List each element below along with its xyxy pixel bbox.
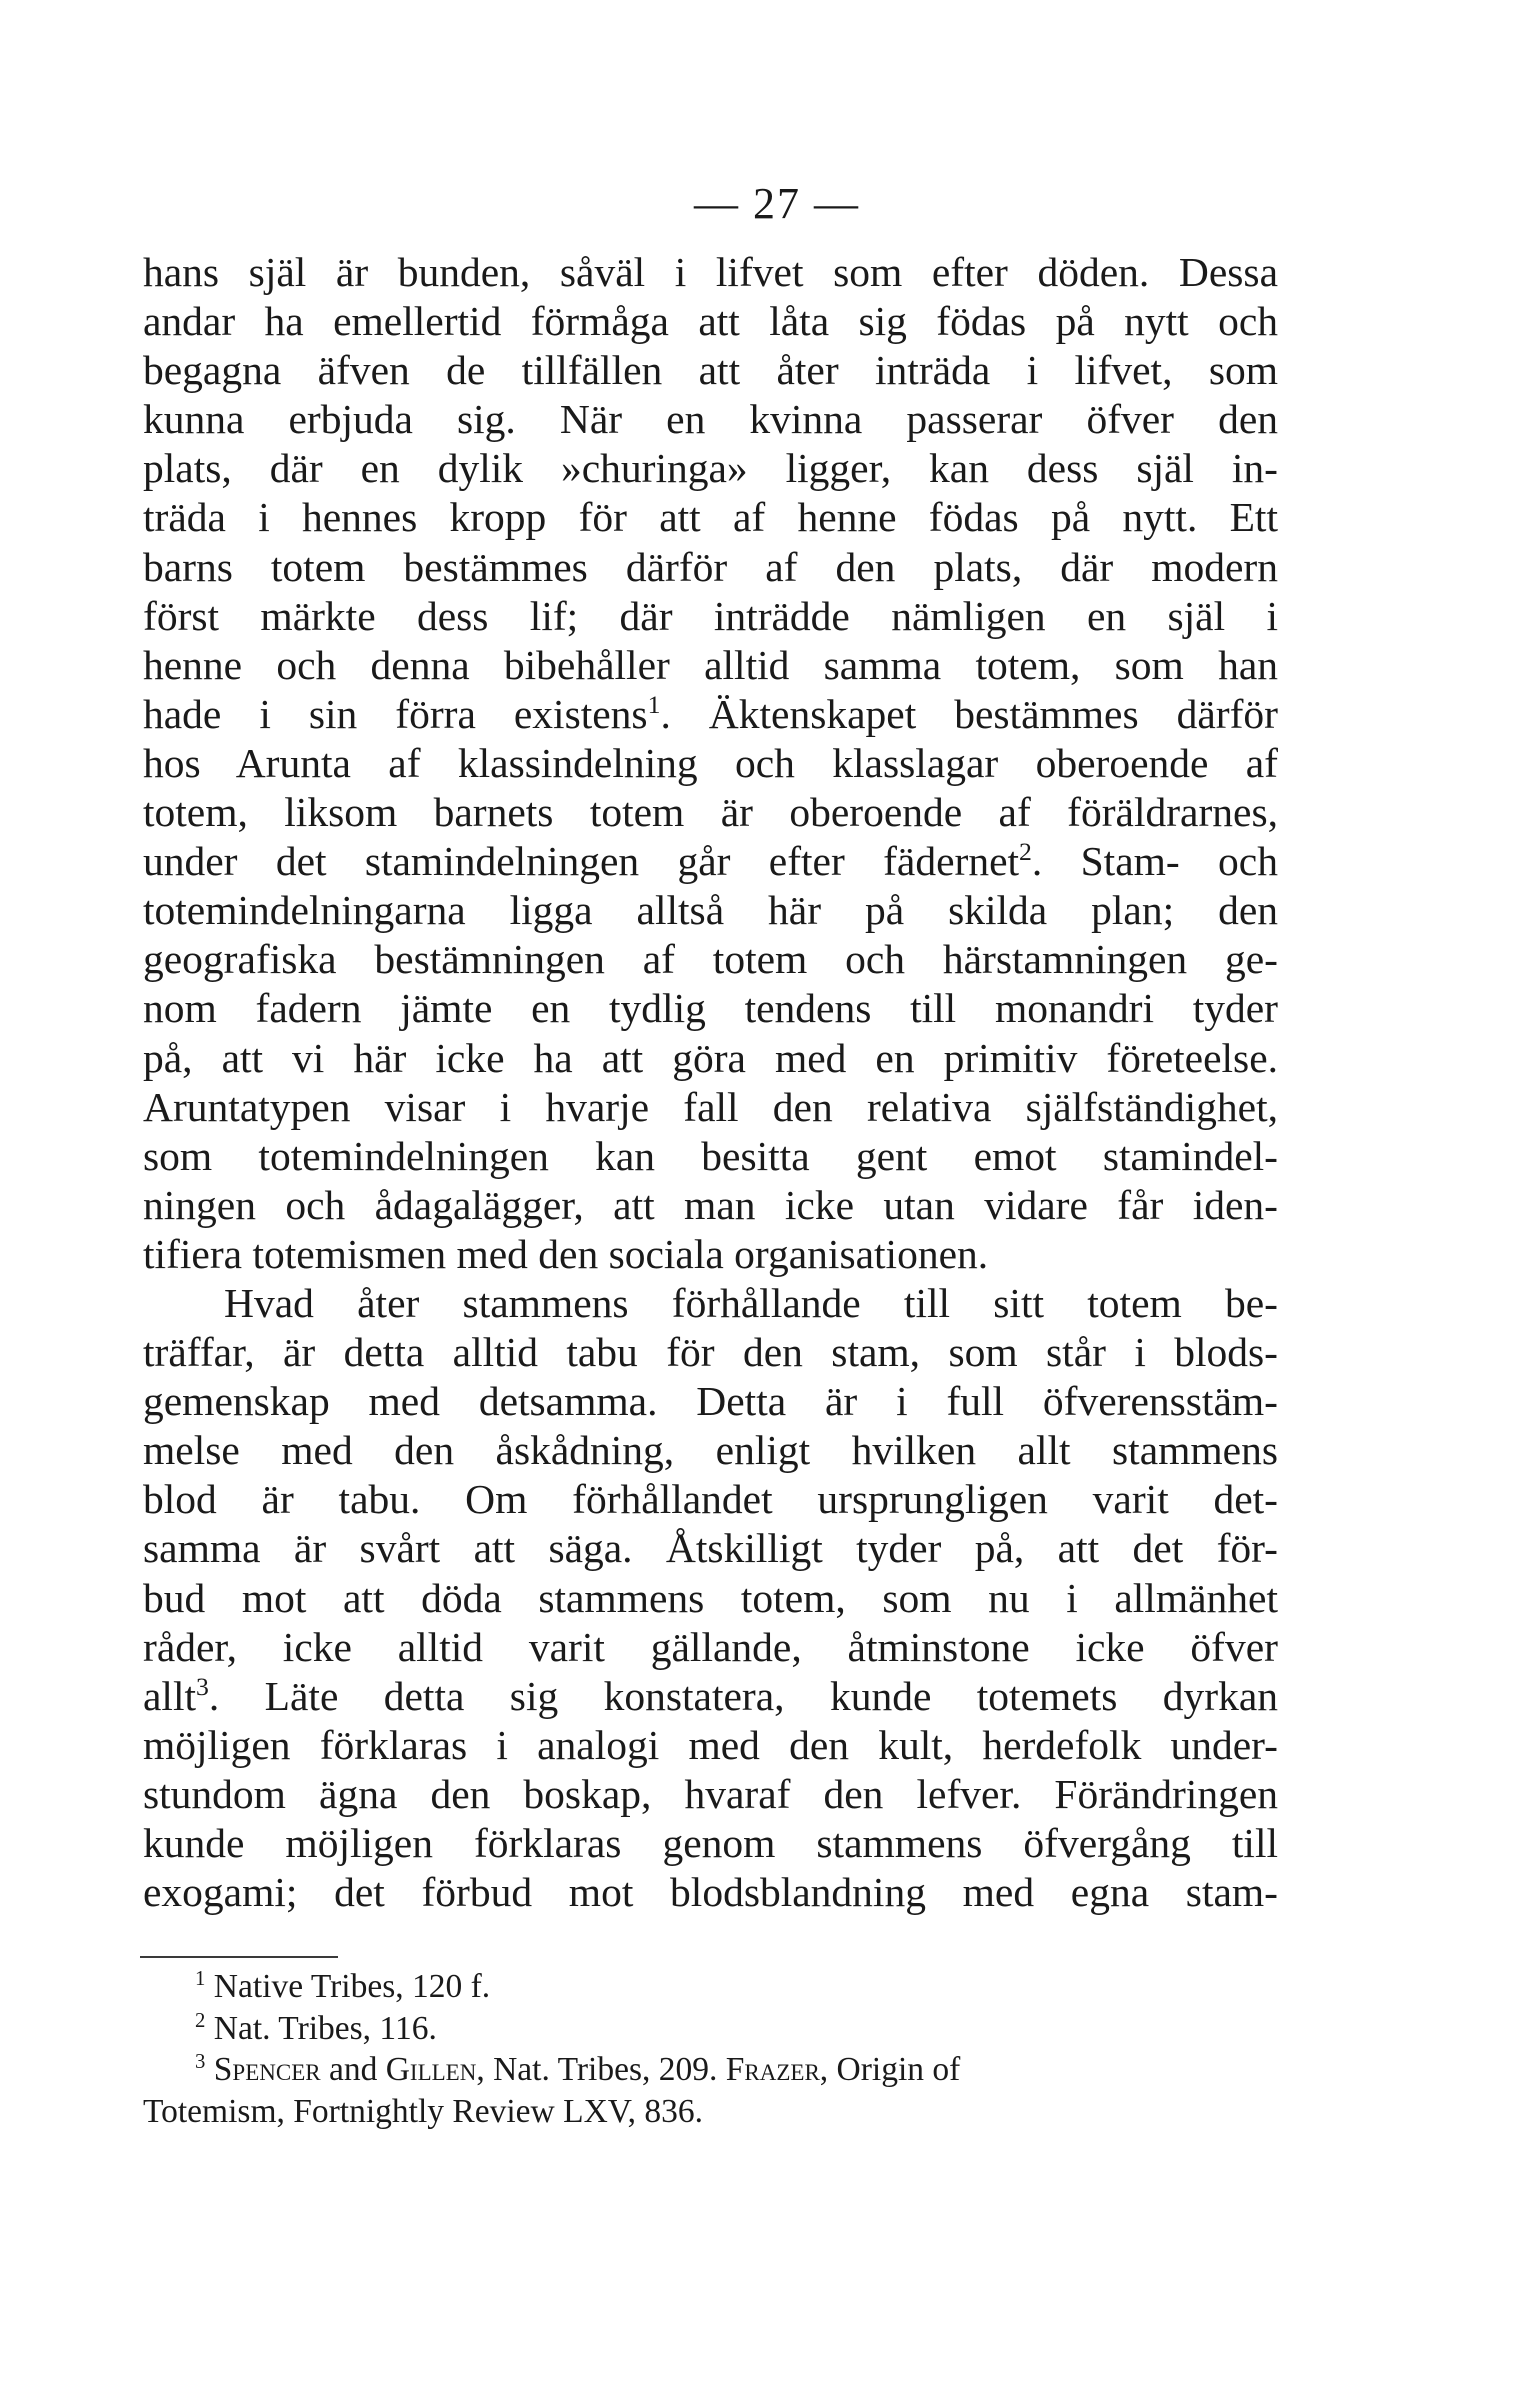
footnote-3-continuation: Totemism, Fortnightly Review LXV, 836. — [143, 2092, 704, 2130]
text-line: plats, där en dylik »churinga» ligger, kan dess själ in- — [143, 445, 1278, 492]
text-segment: under det stamindelningen går efter fädernet — [143, 838, 1020, 885]
text-line: träda i hennes kropp för att af henne födas på nytt. Ett — [143, 494, 1278, 541]
text-line: henne och denna bibehåller alltid samma totem, som han — [143, 641, 1278, 688]
author-name: Frazer — [725, 2051, 820, 2088]
note-reference: 3 — [196, 1671, 209, 1701]
text-line: geografiska bestämningen af totem och härstamningen ge- — [143, 936, 1278, 983]
footnote-2 — [143, 2008, 1278, 2050]
footnote-1 — [143, 1966, 1278, 2008]
paragraph-end-line: tifiera totemismen med den sociala organisationen. — [143, 1230, 989, 1277]
text-line: Aruntatypen visar i hvarje fall den relativa själfständighet, — [143, 1083, 1278, 1130]
text-segment: . Läte detta sig konstatera, kunde totemets dyrkan — [208, 1672, 1278, 1719]
text-line: andar ha emellertid förmåga att låta sig födas på nytt och — [143, 298, 1278, 345]
footnote-marker: 2 — [195, 2008, 206, 2032]
text-segment: allt — [143, 1672, 197, 1719]
footnote-text: and — [320, 2051, 386, 2088]
text-line: exogami; det förbud mot blodsblandning med egna stam- — [143, 1869, 1278, 1916]
text-line: på, att vi här icke ha att göra med en primitiv företeelse. — [143, 1034, 1278, 1081]
text-segment: . Äktenskapet bestämmes därför — [660, 690, 1278, 737]
text-line: samma är svårt att säga. Åtskilligt tyder på, att det för- — [143, 1525, 1278, 1572]
text-line-with-note — [143, 1672, 1278, 1721]
text-line: möjligen förklaras i analogi med den kult, herdefolk under- — [143, 1721, 1278, 1768]
body-text — [143, 248, 1278, 1917]
text-line: hans själ är bunden, såväl i lifvet som efter döden. Dessa — [143, 249, 1278, 295]
text-line: bud mot att döda stammens totem, som nu i allmänhet — [143, 1574, 1278, 1621]
footnote-text: Nat. Tribes, 116. — [213, 2009, 437, 2047]
text-line: nom fadern jämte en tydlig tendens till monandri tyder — [143, 985, 1278, 1032]
text-line: ningen och ådagalägger, att man icke utan vidare får iden- — [143, 1181, 1278, 1228]
text-line-with-note — [143, 690, 1278, 739]
text-line-with-note — [143, 837, 1278, 886]
text-line: barns totem bestämmes därför af den plats, där modern — [143, 543, 1278, 590]
text-line: kunde möjligen förklaras genom stammens öfvergång till — [143, 1820, 1278, 1866]
footnote-3 — [143, 2049, 1278, 2091]
text-line: melse med den åskådning, enligt hvilken allt stammens — [143, 1427, 1278, 1474]
text-line: träffar, är detta alltid tabu för den stam, som står i blods- — [143, 1329, 1278, 1376]
footnote-marker: 1 — [195, 1966, 206, 1990]
paragraph-start-line: Hvad åter stammens förhållande till sitt totem be- — [224, 1279, 1278, 1326]
text-line: stundom ägna den boskap, hvaraf den lefver. Förändringen — [143, 1770, 1278, 1817]
text-line: blod är tabu. Om förhållandet ursprungligen varit det- — [143, 1476, 1278, 1523]
text-segment: . Stam- och — [1031, 838, 1278, 885]
footnotes — [143, 1966, 1278, 2132]
text-segment: hade i sin förra existens — [143, 690, 648, 737]
text-line: totemindelningarna ligga alltså här på skilda plan; den — [143, 887, 1278, 934]
footnote-text: Native Tribes, 120 f. — [213, 1968, 491, 2005]
text-line: som totemindelningen kan besitta gent emot stamindel- — [143, 1132, 1278, 1179]
text-line: först märkte dess lif; där inträdde nämligen en själ i — [143, 592, 1278, 639]
note-reference: 1 — [647, 690, 661, 720]
footnote-text: , Origin of — [819, 2051, 961, 2088]
text-line: begagna äfven de tillfällen att åter inträda i lifvet, som — [143, 347, 1278, 394]
footnote-text: , Nat. Tribes, 209. — [476, 2051, 726, 2088]
author-name: Gillen — [385, 2051, 477, 2088]
footnote-divider — [140, 1956, 338, 1958]
text-line: gemenskap med detsamma. Detta är i full öfverensstäm- — [143, 1378, 1278, 1425]
footnote-marker: 3 — [195, 2049, 206, 2073]
note-reference: 2 — [1019, 837, 1032, 867]
text-line: råder, icke alltid varit gällande, åtminstone icke öfver — [143, 1623, 1278, 1670]
text-line: hos Arunta af klassindelning och klasslagar oberoende af — [143, 739, 1278, 786]
text-line: kunna erbjuda sig. När en kvinna passerar öfver den — [143, 396, 1278, 443]
page-number: — 27 — — [694, 179, 860, 228]
text-line: totem, liksom barnets totem är oberoende af föräldrarnes, — [143, 789, 1278, 836]
author-name: Spencer — [213, 2051, 321, 2088]
